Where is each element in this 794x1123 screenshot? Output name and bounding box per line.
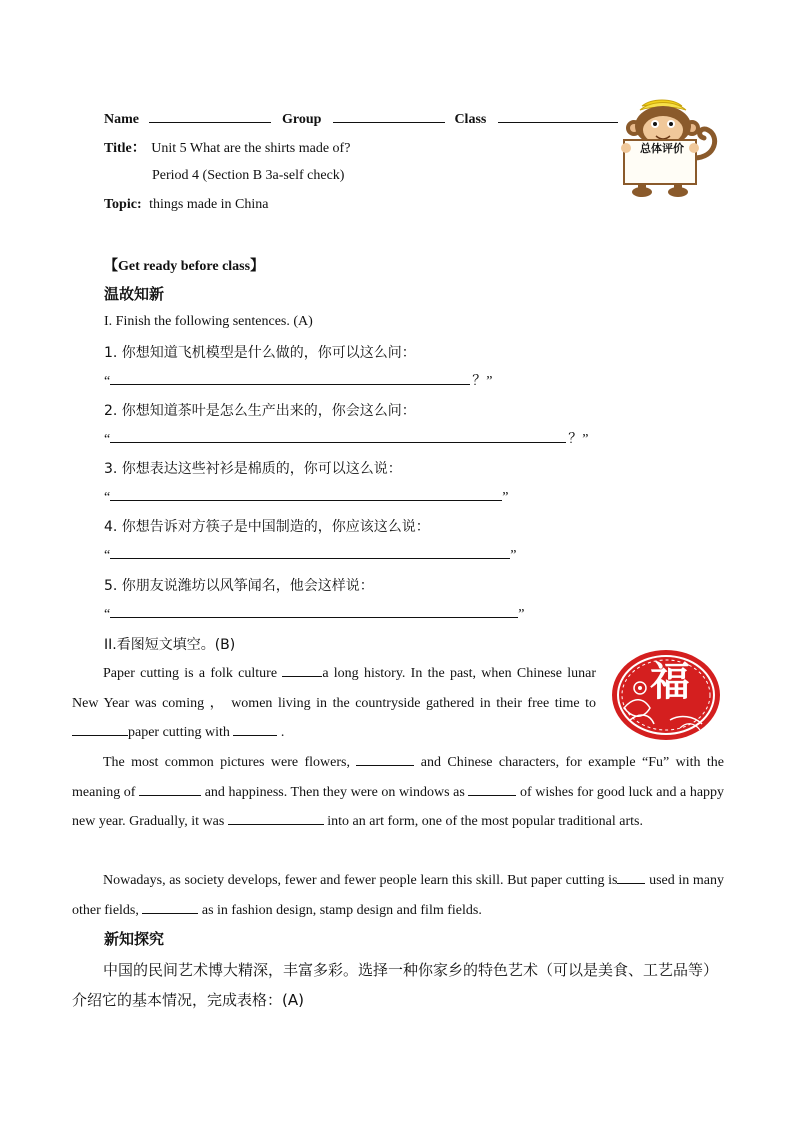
close-quote: ” [510, 548, 517, 563]
p1-text-1: Paper cutting is a folk culture [103, 666, 278, 681]
explore-heading: 新知探究 [104, 930, 165, 948]
title-row [104, 137, 350, 157]
topic-label: Topic: [104, 197, 142, 212]
paragraph-3 [72, 866, 724, 925]
p3-text-1: Nowadays, as society develops, fewer and fewer people learn this skill. But paper cutting is [103, 873, 618, 888]
p1-text-3: paper cutting with [128, 725, 230, 740]
name-row [104, 108, 618, 128]
q3-answer-blank[interactable] [110, 486, 502, 501]
p2-text-2: and Chinese characters, for example “Fu” with the meaning of [72, 755, 725, 800]
p3-text-2: used in many other fields, [72, 873, 725, 918]
q5-answer-row [104, 603, 524, 623]
group-label: Group [282, 112, 322, 127]
close-quote: ” [502, 490, 509, 505]
close-quote: ” [518, 607, 525, 622]
p1-text-2: a long history. In the past, when Chinese lunar New Year was coming ， women living in the countryside gathered in their free time to [72, 666, 596, 711]
topic-row [104, 197, 269, 213]
open-quote: “ [104, 432, 111, 447]
q1-answer-row [104, 370, 492, 390]
p2-blank-4[interactable] [228, 810, 324, 825]
name-label: Name [104, 112, 139, 127]
open-quote: “ [104, 607, 111, 622]
p1-blank-2[interactable] [72, 721, 128, 736]
review-heading: 温故知新 [104, 285, 165, 303]
p2-blank-2[interactable] [139, 781, 201, 796]
q5-prompt: 5. 你朋友说潍坊以风筝闻名，他会这样说： [104, 578, 374, 594]
topic-text: things made in China [149, 197, 269, 212]
badge-text: 总体评价 [640, 142, 684, 155]
q3-prompt: 3. 你想表达这些衬衫是棉质的，你可以这么说： [104, 461, 402, 477]
p2-text-4: of wishes for good luck and a happy new year. Gradually, it was [72, 784, 725, 829]
q3-answer-row [104, 486, 508, 506]
q4-answer-row [104, 544, 516, 564]
p2-blank-1[interactable] [356, 751, 414, 766]
part2-instruction: II.看图短文填空。(B) [104, 637, 236, 653]
explore-text: 中国的民间艺术博大精深，丰富多彩。选择一种你家乡的特色艺术（可以是美食、工艺品等）介绍它的基本情况，完成表格：(A) [72, 961, 719, 1009]
paragraph-1 [72, 659, 596, 748]
p3-blank-2[interactable] [142, 899, 198, 914]
p1-text-4: . [280, 725, 285, 740]
q4-prompt: 4. 你想告诉对方筷子是中国制造的，你应该这么说： [104, 519, 430, 535]
p2-text-3: and happiness. Then they were on windows as [204, 784, 465, 800]
section-get-ready: 【Get ready before class】 [104, 259, 265, 274]
part1-instruction: I. Finish the following sentences. (A) [104, 314, 313, 329]
paper-cut-fu-char: 福 [650, 659, 690, 705]
class-label: Class [454, 112, 487, 127]
p1-blank-1[interactable] [282, 662, 322, 677]
close-quote: ？” [568, 432, 589, 447]
q2-prompt: 2. 你想知道茶叶是怎么生产出来的，你会这么问： [104, 403, 416, 419]
close-quote: ？” [472, 374, 493, 389]
q2-answer-blank[interactable] [110, 428, 566, 443]
p3-text-3: as in fashion design, stamp design and film fields. [201, 902, 482, 918]
open-quote: “ [104, 490, 111, 505]
paragraph-2 [72, 748, 724, 837]
group-blank[interactable] [333, 108, 445, 123]
q5-answer-blank[interactable] [110, 603, 518, 618]
p1-blank-3[interactable] [233, 721, 277, 736]
open-quote: “ [104, 548, 111, 563]
title-text: Unit 5 What are the shirts made of? [151, 141, 351, 156]
q4-answer-blank[interactable] [110, 544, 510, 559]
q2-answer-row [104, 428, 588, 448]
p3-blank-1[interactable] [617, 869, 645, 884]
q1-prompt: 1. 你想知道飞机模型是什么做的，你可以这么问： [104, 345, 416, 361]
class-blank[interactable] [498, 108, 618, 123]
p2-blank-3[interactable] [468, 781, 516, 796]
open-quote: “ [104, 374, 111, 389]
q1-answer-blank[interactable] [110, 370, 470, 385]
p2-text-5: into an art form, one of the most popular traditional arts. [327, 814, 643, 829]
name-blank[interactable] [149, 108, 271, 123]
p2-text-1: The most common pictures were flowers, [103, 755, 350, 770]
period-text: Period 4 (Section B 3a-self check) [152, 168, 345, 183]
title-label: Title： [104, 141, 146, 156]
